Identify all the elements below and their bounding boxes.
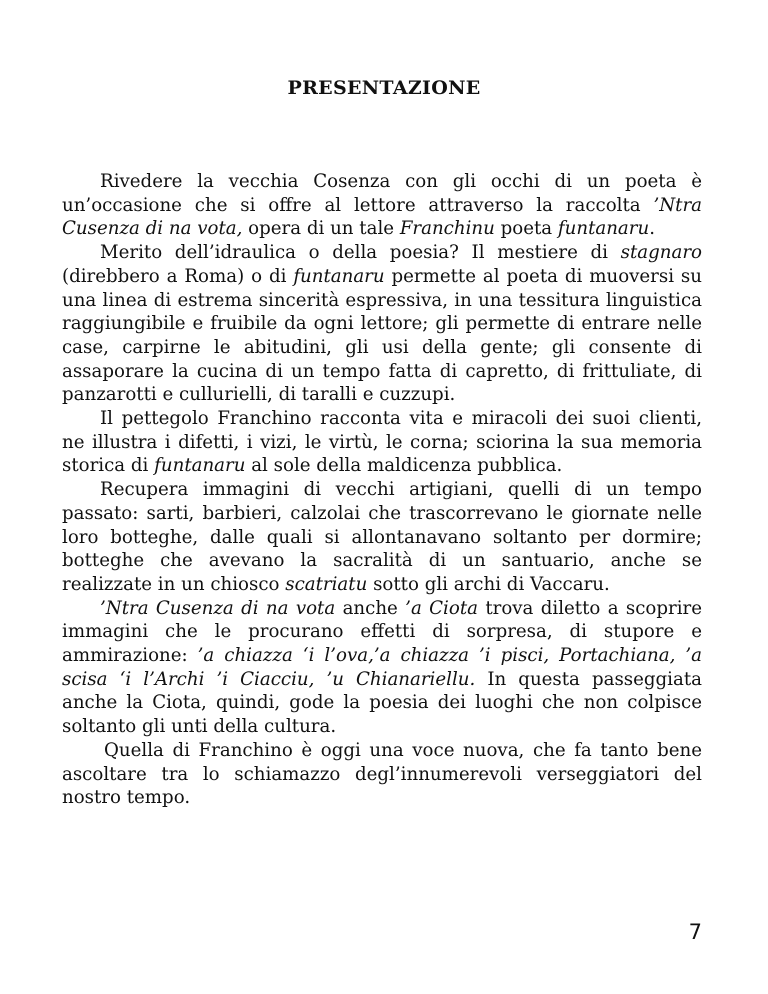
paragraph-6 xyxy=(62,739,702,810)
text-run: Merito dell’idraulica o della poesia? Il mestiere di xyxy=(100,242,621,264)
text-run: al sole della maldicenza pubblica. xyxy=(245,455,563,477)
text-run: permette al poeta di muoversi su una linea di estrema sincerità espressiva, in una tessitura linguistica raggiungibile e fruibile da ogni lettore; gli permette di entrare nelle case, carpirne le abitudini, gli usi della gente; gli consente di assaporare la cucina di un tempo fatta di capretto, di frittuliate, di panzarotti e cullurielli, di taralli e cuzzupi. xyxy=(62,265,702,406)
paragraph-3 xyxy=(62,407,702,478)
text-run: In questa passeggiata anche la Ciota, quindi, gode la poesia dei luoghi che non colpisce soltanto gli unti della cultura. xyxy=(62,668,702,738)
text-run: Quella di Franchino è oggi una voce nuova, che fa tanto bene ascoltare tra lo schiamazzo degl’innumerevoli verseggiatori del nostro tempo. xyxy=(62,739,702,809)
text-run: opera di un tale xyxy=(242,218,400,240)
page-title: PRESENTAZIONE xyxy=(287,77,481,99)
italic-run: stagnaro xyxy=(620,242,702,264)
text-run: Il pettegolo Franchino racconta vita e miracoli dei suoi clienti, ne illustra i difetti, i vizi, le virtù, le corna; sciorina la sua memoria storica di xyxy=(62,408,702,477)
italic-run: ’a chiazza ‘i l’ova,’a chiazza ’i pisci, Portachiana, ’a scisa ‘i l’Archi ’i Ciacciu, ’u Chianariellu. xyxy=(62,645,702,690)
page-number: 7 xyxy=(688,920,702,944)
italic-run: ’a Ciota xyxy=(405,597,478,619)
italic-run: ’Ntra Cusenza di na vota, xyxy=(62,194,702,240)
italic-run: funtanaru xyxy=(557,218,650,240)
text-run: (direbbero a Roma) o di xyxy=(62,265,294,287)
italic-run: funtanaru xyxy=(293,265,385,287)
text-run: sotto gli archi di Vaccaru. xyxy=(367,573,610,595)
paragraph-2 xyxy=(62,241,702,407)
text-run: Recupera immagini di vecchi artigiani, quelli di un tempo passato: sarti, barbieri, calzolai che trascorrevano le giornate nelle loro botteghe, dalle quali si allontanavano soltanto per dormire; botteghe che avevano la sacralità di un santuario, anche se realizzate in un chiosco xyxy=(62,479,702,595)
text-run: anche xyxy=(335,597,406,619)
text-run: Rivedere la vecchia Cosenza con gli occhi di un poeta è un’occasione che si offre al lettore attraverso la raccolta xyxy=(62,171,702,216)
italic-run: funtanaru xyxy=(154,455,246,477)
text-run: . xyxy=(649,218,655,240)
italic-run: Franchinu xyxy=(399,218,495,240)
text-run: trova diletto a scoprire immagini che le procurano effetti di sorpresa, di stupore e ammirazione: xyxy=(62,597,702,667)
paragraph-4 xyxy=(62,478,702,597)
italic-run: ’Ntra Cusenza di na vota xyxy=(100,597,336,619)
italic-run: scatriatu xyxy=(285,573,368,595)
presentation-text xyxy=(62,170,702,810)
paragraph-1 xyxy=(62,170,702,241)
paragraph-5 xyxy=(62,597,702,739)
text-run: poeta xyxy=(494,218,558,240)
